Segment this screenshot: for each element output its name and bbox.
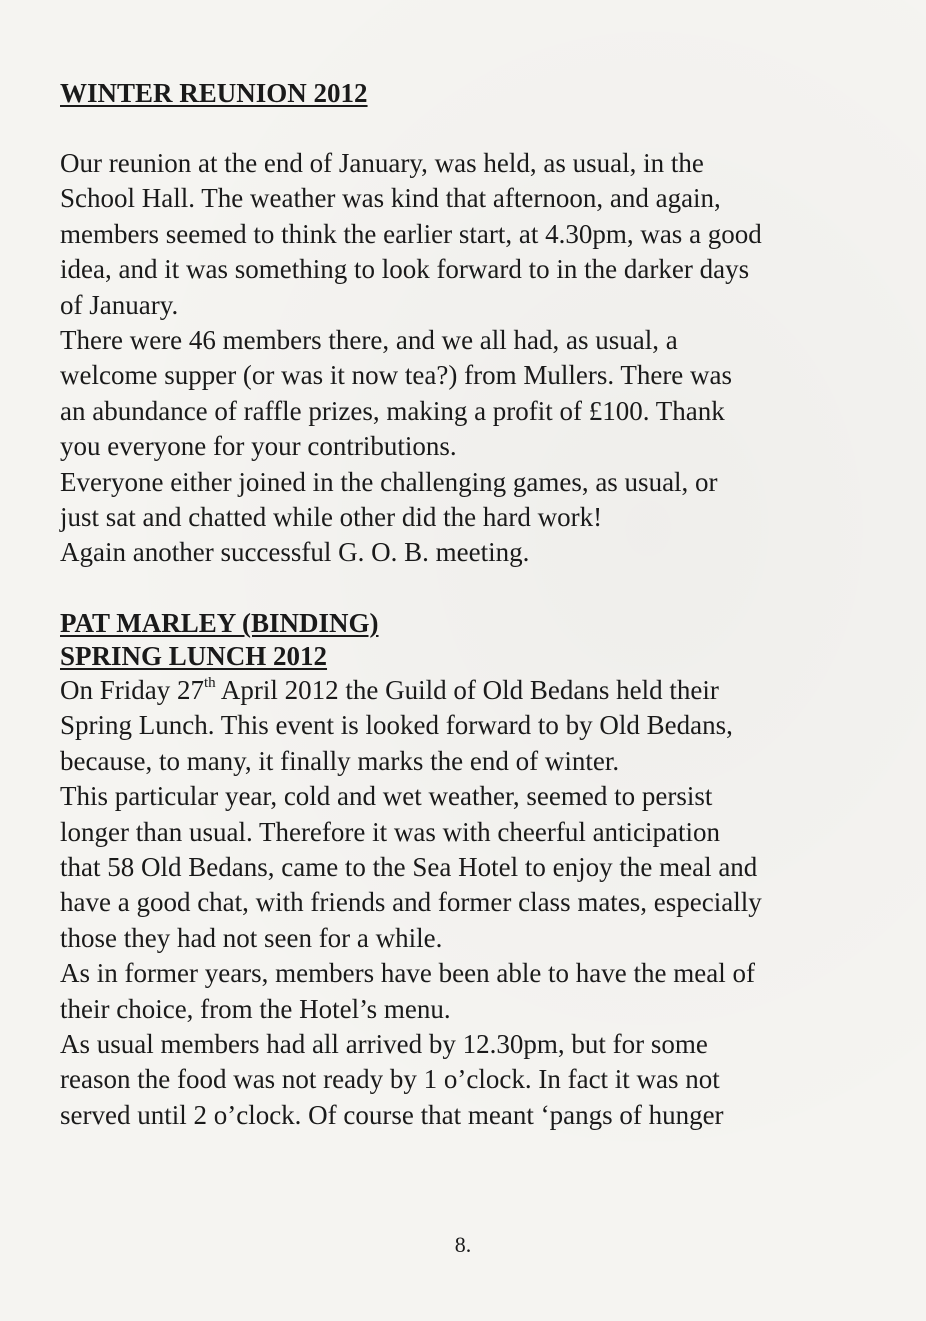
- body-line: their choice, from the Hotel’s menu.: [60, 993, 451, 1024]
- body-line: have a good chat, with friends and former class mates, especially: [60, 887, 762, 918]
- body-line: longer than usual. Therefore it was with cheerful anticipation: [60, 816, 721, 847]
- body-line: an abundance of raffle prizes, making a profit of £100. Thank: [60, 395, 725, 426]
- body-line: reason the food was not ready by 1 o’clock. In fact it was not: [60, 1064, 720, 1095]
- body-line: Again another successful G. O. B. meeting.: [60, 537, 530, 568]
- winter-reunion-section: [60, 76, 880, 571]
- body-line: you everyone for your contributions.: [60, 431, 457, 462]
- body-line: those they had not seen for a while.: [60, 922, 443, 953]
- date-continuation: April 2012 the Guild of Old Bedans held their: [215, 674, 719, 705]
- body-line: members seemed to think the earlier start, at 4.30pm, was a good: [60, 218, 762, 249]
- body-line: because, to many, it finally marks the end of winter.: [60, 745, 620, 776]
- body-line: Our reunion at the end of January, was held, as usual, in the: [60, 148, 704, 178]
- section-heading: WINTER REUNION 2012: [60, 78, 368, 108]
- body-line: [60, 673, 880, 708]
- body-line: Everyone either joined in the challenging games, as usual, or: [60, 466, 718, 497]
- body-line: As usual members had all arrived by 12.30pm, but for some: [60, 1028, 708, 1059]
- body-line: idea, and it was something to look forward to in the darker days: [60, 254, 750, 285]
- body-line: This particular year, cold and wet weather, seemed to persist: [60, 781, 713, 812]
- body-line: of January.: [60, 289, 179, 320]
- ordinal-suffix: th: [204, 674, 216, 691]
- body-line: just sat and chatted while other did the hard work!: [60, 502, 603, 533]
- body-line: that 58 Old Bedans, came to the Sea Hotel to enjoy the meal and: [60, 851, 758, 882]
- section-heading: PAT MARLEY (BINDING): [60, 607, 379, 638]
- spring-lunch-section: [60, 607, 880, 1133]
- section-subheading: SPRING LUNCH 2012: [60, 640, 328, 671]
- body-line: As in former years, members have been able to have the meal of: [60, 958, 755, 989]
- body-line: welcome supper (or was it now tea?) from Mullers. There was: [60, 360, 733, 391]
- date-text: On Friday 27: [60, 674, 204, 705]
- page-content: [60, 76, 880, 1133]
- body-line: School Hall. The weather was kind that afternoon, and again,: [60, 183, 721, 214]
- body-line: served until 2 o’clock. Of course that meant ‘pangs of hunger: [60, 1099, 724, 1130]
- body-line: Spring Lunch. This event is looked forward to by Old Bedans,: [60, 710, 733, 741]
- page-number: 8.: [454, 1232, 472, 1257]
- body-line: There were 46 members there, and we all had, as usual, a: [60, 325, 678, 356]
